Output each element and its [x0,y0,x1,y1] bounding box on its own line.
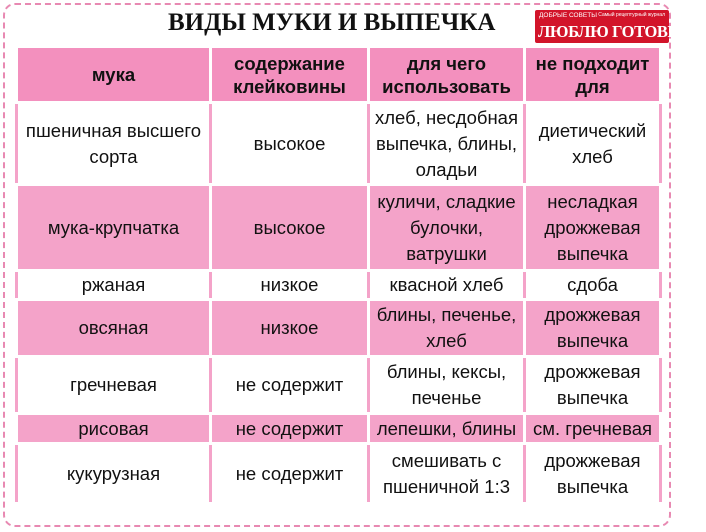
header-use: для чего использовать [369,47,525,103]
flour-table [15,45,662,505]
cell-flour: гречневая [17,357,211,414]
cell-flour: мука-крупчатка [17,185,211,271]
cell-gluten: низкое [211,271,369,300]
table-row [17,414,661,444]
logo-tagline: Самый рецептурный журнал [598,12,665,18]
cell-use: блины, печенье, хлеб [369,300,525,357]
table-row [17,357,661,414]
cell-use: лепешки, блины [369,414,525,444]
cell-use: смешивать с пшеничной 1:3 [369,444,525,504]
table-row [17,444,661,504]
table-header-row [17,47,661,103]
logo-wordmark: ЛЮБЛЮ ГОТОВИТЬ! [538,22,706,41]
header-not-suitable: не подходит для [525,47,661,103]
magazine-logo [535,10,706,43]
cell-not-suitable: дрожжевая выпечка [525,300,661,357]
cell-use: квасной хлеб [369,271,525,300]
cell-not-suitable: дрожжевая выпечка [525,357,661,414]
cell-gluten: не содержит [211,414,369,444]
table-row [17,185,661,271]
cell-use: хлеб, несдобная выпечка, блины, оладьи [369,103,525,185]
logo-top-label: ДОБРЫЕ СОВЕТЫ [539,12,597,19]
cell-flour: ржаная [17,271,211,300]
header-gluten: содержание клейковины [211,47,369,103]
table-row [17,300,661,357]
cell-gluten: не содержит [211,357,369,414]
cell-flour: кукурузная [17,444,211,504]
cell-not-suitable: диетический хлеб [525,103,661,185]
cell-gluten: высокое [211,103,369,185]
cell-not-suitable: сдоба [525,271,661,300]
cell-not-suitable: см. гречневая [525,414,661,444]
page-title: ВИДЫ МУКИ И ВЫПЕЧКА [168,9,496,36]
cell-not-suitable: несладкая дрожжевая выпечка [525,185,661,271]
cell-not-suitable: дрожжевая выпечка [525,444,661,504]
table-row [17,271,661,300]
header-flour: мука [17,47,211,103]
cell-flour: овсяная [17,300,211,357]
cell-flour: пшеничная высшего сорта [17,103,211,185]
cell-gluten: низкое [211,300,369,357]
cell-use: блины, кексы, печенье [369,357,525,414]
cell-gluten: не содержит [211,444,369,504]
cell-flour: рисовая [17,414,211,444]
cell-gluten: высокое [211,185,369,271]
cell-use: куличи, сладкие булочки, ватрушки [369,185,525,271]
table-row [17,103,661,185]
